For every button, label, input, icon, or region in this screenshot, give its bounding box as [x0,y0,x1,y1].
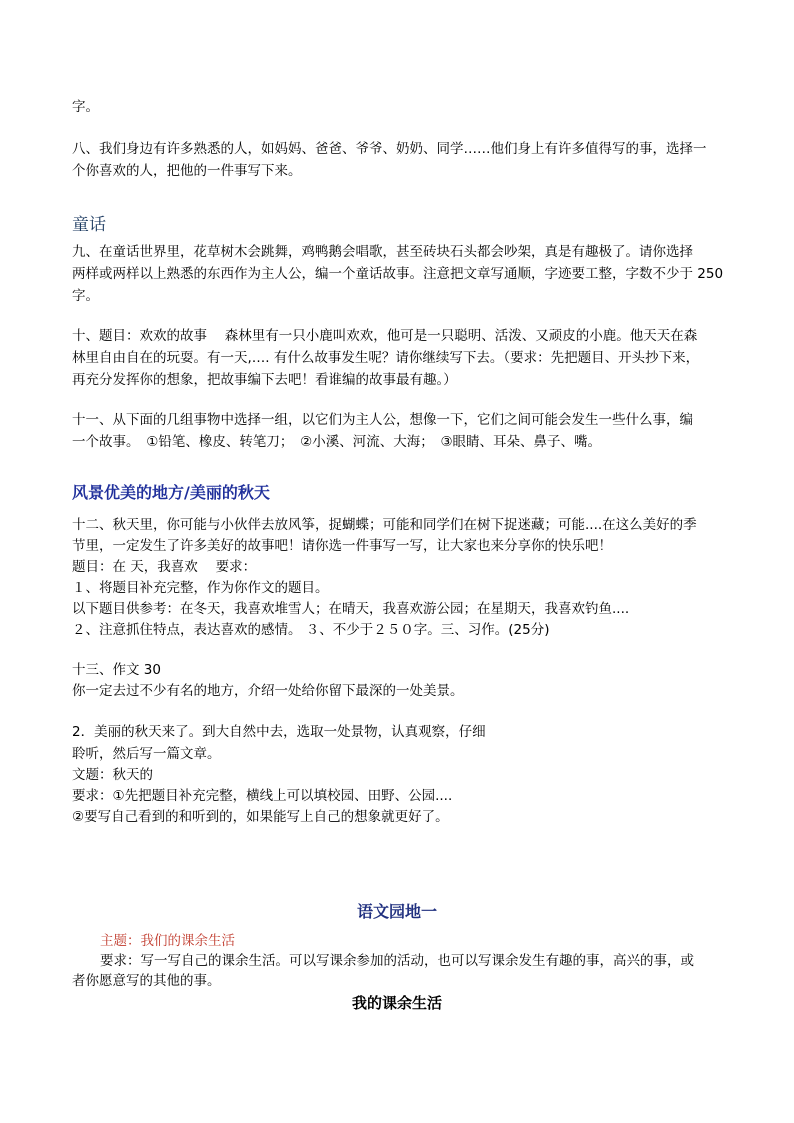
theme-line: 主题：我们的课余生活 [100,933,235,949]
paragraph-9-line-2: 两样或两样以上熟悉的东西作为主人公，编一个童话故事。注意把文章写通顺，字迹要工整，字数不少于 250 [72,266,724,282]
paragraph-13-line-2: 你一定去过不少有名的地方，介绍一处给你留下最深的一处美景。 [72,683,464,699]
paragraph-13-line-1: 十三、作文 30 [72,662,161,678]
paragraph-14-line-2: 聆听，然后写一篇文章。 [72,746,221,762]
paragraph-10-line-3: 再充分发挥你的想象，把故事编下去吧！看谁编的故事最有趣。） [72,372,457,388]
paragraph-14-line-5: ②要写自己看到的和听到的，如果能写上自己的想象就更好了。 [72,809,449,825]
paragraph-14-line-3: 文题：秋天的 [72,767,153,783]
section-heading-fairy-tale: 童话 [72,215,106,235]
paragraph-line: 字。 [72,99,99,115]
paragraph-8-line-1: 八、我们身边有许多熟悉的人，如妈妈、爸爸、爷爷、奶奶、同学……他们身上有许多值得写的事，选择一 [72,141,707,157]
paragraph-11-line-2: 一个故事。 ①铅笔、橡皮、转笔刀； ②小溪、河流、大海； ③眼睛、耳朵、鼻子、嘴。 [72,434,602,450]
paragraph-10-line-1: 十、题目：欢欢的故事 森林里有一只小鹿叫欢欢，他可是一只聪明、活泼、又顽皮的小鹿。他天天在森 [72,328,698,344]
section-heading-scenery: 风景优美的地方/美丽的秋天 [72,483,270,502]
essay-title: 我的课余生活 [351,994,442,1012]
paragraph-9-line-3: 字。 [72,288,99,304]
paragraph-12-line-2: 节里，一定发生了许多美好的故事吧！请你选一件事写一写，让大家也来分享你的快乐吧！ [72,538,612,554]
paragraph-12-line-4: １、将题目补充完整，作为你作文的题目。 [72,580,329,596]
paragraph-10-line-2: 林里自由自在的玩耍。有一天,…. 有什么故事发生呢？请你继续写下去。（要求：先把题目、开头抄下来， [72,350,700,366]
paragraph-12-line-1: 十二、秋天里，你可能与小伙伴去放风筝，捉蝴蝶；可能和同学们在树下捉迷藏；可能....在这么美好的季 [72,517,697,533]
paragraph-11-line-1: 十一、从下面的几组事物中选择一组，以它们为主人公，想像一下，它们之间可能会发生一些什么事，编 [72,412,693,428]
paragraph-12-line-3: 题目：在 天，我喜欢 要求： [72,559,257,575]
paragraph-14-line-4: 要求：①先把题目补充完整，横线上可以填校园、田野、公园.... [72,788,453,804]
paragraph-14-line-1: 2．美丽的秋天来了。到大自然中去，选取一处景物，认真观察，仔细 [72,724,486,740]
requirement-line-2: 者你愿意写的其他的事。 [72,973,221,989]
paragraph-12-line-5: 以下题目供参考：在冬天，我喜欢堆雪人；在晴天，我喜欢游公园；在星期天，我喜欢钓鱼.... [72,601,630,617]
paragraph-12-line-6: ２、注意抓住特点，表达喜欢的感情。 ３、不少于２５０字。三、习作。(25分) [72,622,550,638]
paragraph-9-line-1: 九、在童话世界里，花草树木会跳舞，鸡鸭鹅会唱歌，甚至砖块石头都会吵架，真是有趣极了。请你选择 [72,244,693,260]
section-heading-chinese-garden: 语文园地一 [356,902,437,921]
paragraph-8-line-2: 个你喜欢的人，把他的一件事写下来。 [72,163,302,179]
requirement-line-1: 要求：写一写自己的课余生活。可以写课余参加的活动，也可以写课余发生有趣的事，高兴的事，或 [100,953,694,969]
